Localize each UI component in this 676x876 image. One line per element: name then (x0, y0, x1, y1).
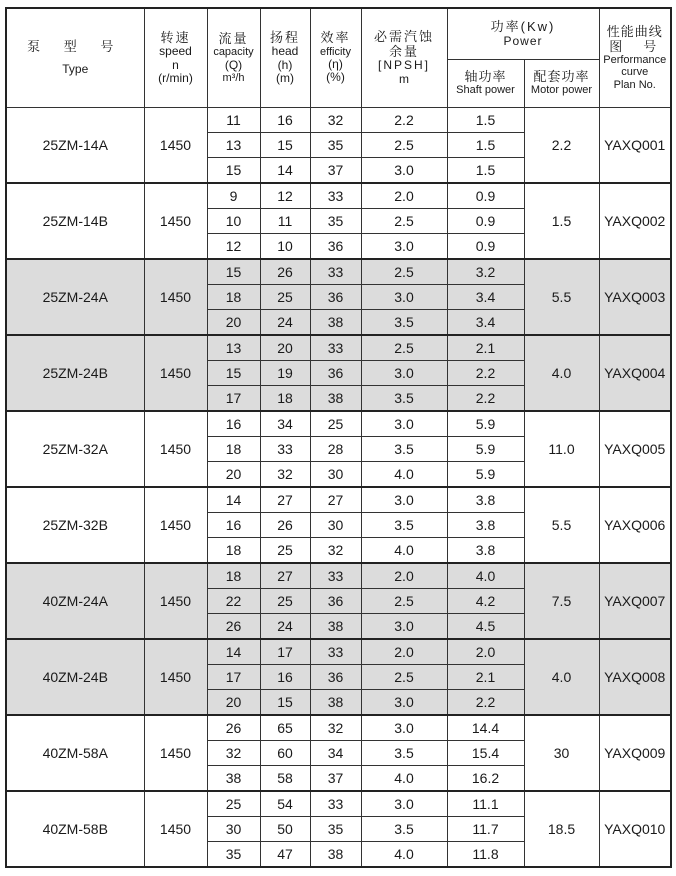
speed-cell: 1450 (144, 411, 207, 487)
npsh-cell: 3.5 (361, 817, 447, 842)
table-row (6, 563, 671, 589)
flow-cell: 9 (207, 183, 260, 209)
head-cell: 20 (260, 335, 310, 361)
efficiency-cell: 33 (310, 563, 361, 589)
shaft-power-cell: 3.8 (447, 538, 524, 564)
shaft-power-cell: 4.5 (447, 614, 524, 640)
npsh-cell: 3.0 (361, 158, 447, 184)
header-curve-cn1: 性能曲线 (606, 23, 663, 39)
flow-cell: 16 (207, 411, 260, 437)
npsh-cell: 2.2 (361, 108, 447, 133)
shaft-power-cell: 14.4 (447, 715, 524, 741)
table-row (6, 259, 671, 285)
head-cell: 17 (260, 639, 310, 665)
head-cell: 15 (260, 690, 310, 716)
speed-cell: 1450 (144, 487, 207, 563)
flow-cell: 16 (207, 513, 260, 538)
header-shaft-en: Shaft power (456, 84, 515, 97)
speed-cell: 1450 (144, 259, 207, 335)
flow-cell: 14 (207, 487, 260, 513)
header-eff-unit: (%) (326, 70, 345, 85)
shaft-power-cell: 16.2 (447, 766, 524, 792)
plan-number-cell: YAXQ007 (599, 563, 671, 639)
flow-cell: 13 (207, 335, 260, 361)
shaft-power-cell: 2.0 (447, 639, 524, 665)
flow-cell: 20 (207, 690, 260, 716)
header-curve-cn2: 图 号 (609, 38, 661, 54)
flow-cell: 35 (207, 842, 260, 868)
table-row (6, 183, 671, 209)
header-capacity-sym: (Q) (224, 57, 243, 72)
header-power-en: Power (503, 33, 543, 48)
header-speed-unit: (r/min) (158, 70, 193, 85)
flow-cell: 17 (207, 386, 260, 412)
flow-cell: 30 (207, 817, 260, 842)
head-cell: 47 (260, 842, 310, 868)
plan-number-cell: YAXQ009 (599, 715, 671, 791)
flow-cell: 15 (207, 158, 260, 184)
npsh-cell: 3.0 (361, 791, 447, 817)
shaft-power-cell: 0.9 (447, 234, 524, 260)
header-head-sym: (h) (277, 57, 293, 72)
efficiency-cell: 38 (310, 386, 361, 412)
npsh-cell: 2.5 (361, 133, 447, 158)
flow-cell: 25 (207, 791, 260, 817)
header-eff-en: efficity (320, 45, 351, 58)
shaft-power-cell: 3.2 (447, 259, 524, 285)
header-curve-en1: Performance (603, 54, 667, 67)
plan-number-cell: YAXQ006 (599, 487, 671, 563)
npsh-cell: 3.0 (361, 614, 447, 640)
shaft-power-cell: 0.9 (447, 209, 524, 234)
motor-power-cell: 2.2 (524, 108, 599, 184)
efficiency-cell: 33 (310, 183, 361, 209)
efficiency-cell: 28 (310, 437, 361, 462)
head-cell: 11 (260, 209, 310, 234)
efficiency-cell: 33 (310, 639, 361, 665)
head-cell: 15 (260, 133, 310, 158)
head-cell: 50 (260, 817, 310, 842)
shaft-power-cell: 5.9 (447, 462, 524, 488)
flow-cell: 15 (207, 361, 260, 386)
flow-cell: 38 (207, 766, 260, 792)
head-cell: 10 (260, 234, 310, 260)
efficiency-cell: 35 (310, 209, 361, 234)
flow-cell: 18 (207, 285, 260, 310)
shaft-power-cell: 2.1 (447, 335, 524, 361)
plan-number-cell: YAXQ001 (599, 108, 671, 184)
head-cell: 26 (260, 513, 310, 538)
shaft-power-cell: 1.5 (447, 133, 524, 158)
shaft-power-cell: 3.4 (447, 285, 524, 310)
plan-number-cell: YAXQ008 (599, 639, 671, 715)
flow-cell: 26 (207, 614, 260, 640)
efficiency-cell: 36 (310, 234, 361, 260)
efficiency-cell: 32 (310, 108, 361, 133)
pump-type-cell: 25ZM-32A (6, 411, 144, 487)
speed-cell: 1450 (144, 715, 207, 791)
header-speed (144, 8, 207, 108)
plan-number-cell: YAXQ010 (599, 791, 671, 867)
table-row (6, 487, 671, 513)
head-cell: 27 (260, 563, 310, 589)
head-cell: 19 (260, 361, 310, 386)
npsh-cell: 2.5 (361, 209, 447, 234)
table-row (6, 715, 671, 741)
pump-type-cell: 40ZM-58A (6, 715, 144, 791)
head-cell: 16 (260, 108, 310, 133)
shaft-power-cell: 11.8 (447, 842, 524, 868)
head-cell: 24 (260, 614, 310, 640)
head-cell: 65 (260, 715, 310, 741)
header-type-cn: 泵 型 号 (27, 39, 124, 54)
header-eff-sym: (η) (328, 56, 343, 71)
head-cell: 24 (260, 310, 310, 336)
header-npsh-cn2: 余量 (388, 43, 419, 59)
head-cell: 18 (260, 386, 310, 412)
table-row (6, 108, 671, 133)
npsh-cell: 2.0 (361, 563, 447, 589)
header-npsh-cn1: 必需汽蚀 (373, 29, 434, 45)
speed-cell: 1450 (144, 183, 207, 259)
header-shaft-cn: 轴功率 (464, 68, 507, 84)
npsh-cell: 3.0 (361, 285, 447, 310)
table-row (6, 335, 671, 361)
motor-power-cell: 1.5 (524, 183, 599, 259)
pump-type-cell: 25ZM-14B (6, 183, 144, 259)
header-motor-power (524, 60, 599, 108)
speed-cell: 1450 (144, 335, 207, 411)
npsh-cell: 3.0 (361, 361, 447, 386)
efficiency-cell: 32 (310, 715, 361, 741)
flow-cell: 11 (207, 108, 260, 133)
header-head (260, 8, 310, 108)
npsh-cell: 2.5 (361, 259, 447, 285)
head-cell: 12 (260, 183, 310, 209)
shaft-power-cell: 1.5 (447, 158, 524, 184)
efficiency-cell: 32 (310, 538, 361, 564)
head-cell: 34 (260, 411, 310, 437)
npsh-cell: 4.0 (361, 462, 447, 488)
header-capacity-unit: m³/h (222, 71, 245, 84)
pump-type-cell: 25ZM-24A (6, 259, 144, 335)
efficiency-cell: 33 (310, 259, 361, 285)
npsh-cell: 3.0 (361, 234, 447, 260)
flow-cell: 12 (207, 234, 260, 260)
shaft-power-cell: 4.2 (447, 589, 524, 614)
motor-power-cell: 30 (524, 715, 599, 791)
shaft-power-cell: 5.9 (447, 437, 524, 462)
header-speed-en: speed (159, 44, 192, 59)
shaft-power-cell: 4.0 (447, 563, 524, 589)
flow-cell: 15 (207, 259, 260, 285)
npsh-cell: 4.0 (361, 538, 447, 564)
efficiency-cell: 38 (310, 690, 361, 716)
npsh-cell: 3.5 (361, 513, 447, 538)
flow-cell: 20 (207, 462, 260, 488)
plan-number-cell: YAXQ002 (599, 183, 671, 259)
shaft-power-cell: 0.9 (447, 183, 524, 209)
head-cell: 58 (260, 766, 310, 792)
header-curve-en3: Plan No. (613, 78, 656, 91)
efficiency-cell: 36 (310, 589, 361, 614)
npsh-cell: 4.0 (361, 766, 447, 792)
head-cell: 25 (260, 538, 310, 564)
plan-number-cell: YAXQ003 (599, 259, 671, 335)
head-cell: 54 (260, 791, 310, 817)
header-capacity-cn: 流量 (218, 30, 249, 46)
efficiency-cell: 35 (310, 817, 361, 842)
npsh-cell: 3.5 (361, 437, 447, 462)
head-cell: 32 (260, 462, 310, 488)
head-cell: 26 (260, 259, 310, 285)
npsh-cell: 2.0 (361, 183, 447, 209)
efficiency-cell: 37 (310, 766, 361, 792)
pump-type-cell: 40ZM-24B (6, 639, 144, 715)
npsh-cell: 2.5 (361, 335, 447, 361)
head-cell: 25 (260, 589, 310, 614)
header-motor-cn: 配套功率 (533, 68, 590, 84)
shaft-power-cell: 3.8 (447, 513, 524, 538)
header-head-cn: 扬程 (269, 29, 300, 45)
shaft-power-cell: 3.4 (447, 310, 524, 336)
efficiency-cell: 34 (310, 741, 361, 766)
efficiency-cell: 35 (310, 133, 361, 158)
pump-type-cell: 25ZM-32B (6, 487, 144, 563)
npsh-cell: 2.5 (361, 665, 447, 690)
efficiency-cell: 27 (310, 487, 361, 513)
header-capacity-en: capacity (213, 46, 254, 59)
header-head-unit: (m) (276, 70, 294, 85)
pump-type-cell: 40ZM-24A (6, 563, 144, 639)
header-type-en: Type (62, 61, 89, 76)
shaft-power-cell: 11.7 (447, 817, 524, 842)
header-shaft-power (447, 60, 524, 108)
efficiency-cell: 38 (310, 842, 361, 868)
motor-power-cell: 18.5 (524, 791, 599, 867)
npsh-cell: 4.0 (361, 842, 447, 868)
flow-cell: 10 (207, 209, 260, 234)
pump-type-cell: 25ZM-14A (6, 108, 144, 184)
flow-cell: 20 (207, 310, 260, 336)
head-cell: 60 (260, 741, 310, 766)
npsh-cell: 3.0 (361, 411, 447, 437)
plan-number-cell: YAXQ005 (599, 411, 671, 487)
table-row (6, 411, 671, 437)
header-curve-en2: curve (621, 66, 649, 79)
speed-cell: 1450 (144, 791, 207, 867)
table-body (6, 108, 671, 868)
table-row (6, 639, 671, 665)
npsh-cell: 2.0 (361, 639, 447, 665)
header-type (6, 8, 144, 108)
header-speed-cn: 转速 (160, 29, 191, 45)
header-motor-en: Motor power (530, 84, 593, 97)
efficiency-cell: 37 (310, 158, 361, 184)
motor-power-cell: 7.5 (524, 563, 599, 639)
head-cell: 25 (260, 285, 310, 310)
header-speed-sym: n (172, 57, 179, 72)
npsh-cell: 3.5 (361, 310, 447, 336)
header-curve (599, 8, 671, 108)
motor-power-cell: 5.5 (524, 487, 599, 563)
header-npsh (361, 8, 447, 108)
flow-cell: 32 (207, 741, 260, 766)
header-power-cn: 功率(Kw) (490, 19, 556, 34)
npsh-cell: 2.5 (361, 589, 447, 614)
head-cell: 33 (260, 437, 310, 462)
flow-cell: 18 (207, 538, 260, 564)
npsh-cell: 3.0 (361, 487, 447, 513)
shaft-power-cell: 5.9 (447, 411, 524, 437)
table-header (6, 8, 671, 108)
motor-power-cell: 4.0 (524, 639, 599, 715)
motor-power-cell: 4.0 (524, 335, 599, 411)
shaft-power-cell: 3.8 (447, 487, 524, 513)
flow-cell: 18 (207, 437, 260, 462)
header-npsh-en: [NPSH] (377, 58, 430, 73)
shaft-power-cell: 15.4 (447, 741, 524, 766)
plan-number-cell: YAXQ004 (599, 335, 671, 411)
motor-power-cell: 11.0 (524, 411, 599, 487)
efficiency-cell: 36 (310, 361, 361, 386)
shaft-power-cell: 1.5 (447, 108, 524, 133)
pump-type-cell: 40ZM-58B (6, 791, 144, 867)
npsh-cell: 3.0 (361, 715, 447, 741)
npsh-cell: 3.5 (361, 741, 447, 766)
efficiency-cell: 36 (310, 665, 361, 690)
shaft-power-cell: 2.2 (447, 386, 524, 412)
speed-cell: 1450 (144, 108, 207, 184)
flow-cell: 22 (207, 589, 260, 614)
shaft-power-cell: 2.2 (447, 361, 524, 386)
pump-spec-sheet (5, 7, 670, 868)
shaft-power-cell: 2.1 (447, 665, 524, 690)
head-cell: 16 (260, 665, 310, 690)
flow-cell: 26 (207, 715, 260, 741)
head-cell: 27 (260, 487, 310, 513)
speed-cell: 1450 (144, 563, 207, 639)
pump-performance-table (5, 7, 672, 868)
flow-cell: 18 (207, 563, 260, 589)
efficiency-cell: 33 (310, 791, 361, 817)
motor-power-cell: 5.5 (524, 259, 599, 335)
shaft-power-cell: 11.1 (447, 791, 524, 817)
header-npsh-unit: m (399, 71, 409, 86)
npsh-cell: 3.5 (361, 386, 447, 412)
shaft-power-cell: 2.2 (447, 690, 524, 716)
pump-type-cell: 25ZM-24B (6, 335, 144, 411)
flow-cell: 14 (207, 639, 260, 665)
header-power (447, 8, 599, 60)
efficiency-cell: 30 (310, 513, 361, 538)
flow-cell: 13 (207, 133, 260, 158)
efficiency-cell: 33 (310, 335, 361, 361)
efficiency-cell: 38 (310, 614, 361, 640)
speed-cell: 1450 (144, 639, 207, 715)
flow-cell: 17 (207, 665, 260, 690)
efficiency-cell: 36 (310, 285, 361, 310)
npsh-cell: 3.0 (361, 690, 447, 716)
header-eff-cn: 效率 (320, 30, 351, 46)
header-head-en: head (271, 44, 299, 59)
efficiency-cell: 38 (310, 310, 361, 336)
header-capacity (207, 8, 260, 108)
table-row (6, 791, 671, 817)
efficiency-cell: 25 (310, 411, 361, 437)
header-efficiency (310, 8, 361, 108)
efficiency-cell: 30 (310, 462, 361, 488)
head-cell: 14 (260, 158, 310, 184)
